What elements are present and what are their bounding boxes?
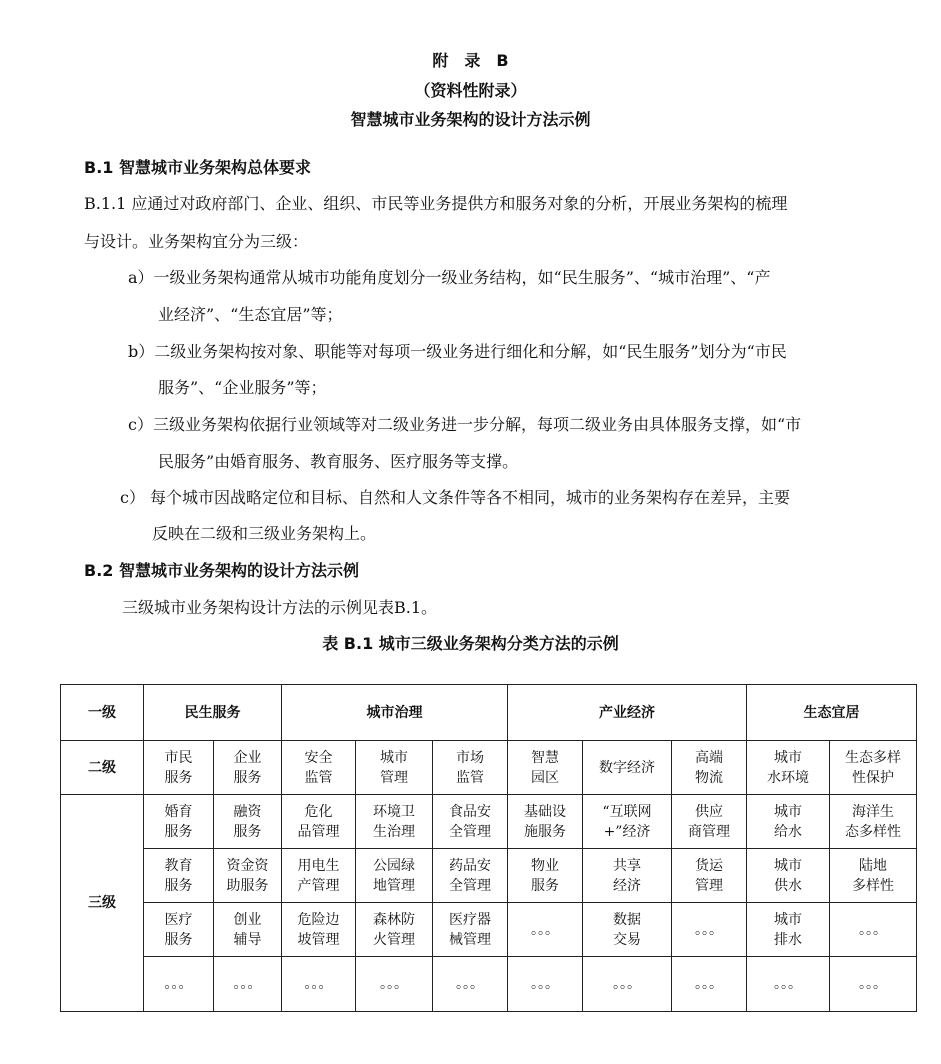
level3-cell: 基础设 施服务 bbox=[508, 795, 583, 849]
level3-cell: 。。。 bbox=[508, 957, 583, 1012]
level3-cell: 货运 管理 bbox=[672, 849, 747, 903]
list-item-c-line2: 民服务”由婚育服务、教育服务、医疗服务等支撑。 bbox=[158, 452, 519, 471]
level3-cell: 。。。 bbox=[282, 957, 356, 1012]
level3-cell: 。。。 bbox=[830, 957, 917, 1012]
section-b1-heading: B.1 智慧城市业务架构总体要求 bbox=[84, 158, 311, 177]
level3-cell: 海洋生 态多样性 bbox=[830, 795, 917, 849]
row-label-level1: 一级 bbox=[61, 685, 144, 741]
level3-cell: 森林防 火管理 bbox=[356, 903, 433, 957]
level3-cell: 供应 商管理 bbox=[672, 795, 747, 849]
level3-cell: 。。。 bbox=[583, 957, 672, 1012]
level3-cell: 。。。 bbox=[214, 957, 282, 1012]
table-row-level3 bbox=[61, 795, 917, 849]
level3-cell: 城市 供水 bbox=[747, 849, 830, 903]
level3-cell: 。。。 bbox=[433, 957, 508, 1012]
level3-cell: 。。。 bbox=[508, 903, 583, 957]
level3-cell: 教育 服务 bbox=[144, 849, 214, 903]
level1-cell: 生态宜居 bbox=[747, 685, 917, 741]
level2-cell: 市民 服务 bbox=[144, 741, 214, 795]
list-item-c2-line2: 反映在二级和三级业务架构上。 bbox=[152, 524, 377, 543]
table-row-level3 bbox=[61, 957, 917, 1012]
level3-cell: 。。。 bbox=[144, 957, 214, 1012]
appendix-title: 智慧城市业务架构的设计方法示例 bbox=[350, 110, 591, 129]
level3-cell: 婚育 服务 bbox=[144, 795, 214, 849]
level3-cell: 医疗器 械管理 bbox=[433, 903, 508, 957]
level3-cell: 陆地 多样性 bbox=[830, 849, 917, 903]
list-item-c2-line1: c） 每个城市因战略定位和目标、自然和人文条件等各不相同，城市的业务架构存在差异，主要 bbox=[120, 488, 791, 507]
level3-cell: 资金资 助服务 bbox=[214, 849, 282, 903]
row-label-level2: 二级 bbox=[61, 741, 144, 795]
level3-cell: 数据 交易 bbox=[583, 903, 672, 957]
section-b2-paragraph: 三级城市业务架构设计方法的示例见表B.1。 bbox=[122, 598, 438, 617]
level3-cell: 。。。 bbox=[672, 957, 747, 1012]
level2-cell: 智慧 园区 bbox=[508, 741, 583, 795]
clause-b11-line2: 与设计。业务架构宜分为三级： bbox=[84, 232, 309, 251]
table-row-level1 bbox=[61, 685, 917, 741]
level2-cell: 市场 监管 bbox=[433, 741, 508, 795]
section-b2-heading: B.2 智慧城市业务架构的设计方法示例 bbox=[84, 561, 359, 580]
business-architecture-table bbox=[60, 684, 917, 1012]
level3-cell: 融资 服务 bbox=[214, 795, 282, 849]
level1-cell: 民生服务 bbox=[144, 685, 282, 741]
level3-cell: 。。。 bbox=[672, 903, 747, 957]
level2-cell: 安全 监管 bbox=[282, 741, 356, 795]
level2-cell: 城市 管理 bbox=[356, 741, 433, 795]
level3-cell: 危险边 坡管理 bbox=[282, 903, 356, 957]
table-row-level3 bbox=[61, 849, 917, 903]
list-item-b-line1: b）二级业务架构按对象、职能等对每项一级业务进行细化和分解，如“民生服务”划分为“市民 bbox=[128, 342, 787, 361]
level3-cell: 。。。 bbox=[747, 957, 830, 1012]
list-item-a-line1: a）一级业务架构通常从城市功能角度划分一级业务结构，如“民生服务”、“城市治理”、“产 bbox=[128, 268, 771, 287]
level3-cell: 医疗 服务 bbox=[144, 903, 214, 957]
level3-cell: 公园绿 地管理 bbox=[356, 849, 433, 903]
level1-cell: 城市治理 bbox=[282, 685, 508, 741]
clause-b11-line1: B.1.1 应通过对政府部门、企业、组织、市民等业务提供方和服务对象的分析，开展业务架构的梳理 bbox=[84, 194, 788, 213]
level2-cell: 高端 物流 bbox=[672, 741, 747, 795]
level2-cell: 企业 服务 bbox=[214, 741, 282, 795]
appendix-label: 附 录 B bbox=[432, 51, 509, 70]
row-label-level3: 三级 bbox=[61, 795, 144, 1012]
level2-cell: 生态多样 性保护 bbox=[830, 741, 917, 795]
level3-cell: 共享 经济 bbox=[583, 849, 672, 903]
level3-cell: 药品安 全管理 bbox=[433, 849, 508, 903]
level3-cell: 创业 辅导 bbox=[214, 903, 282, 957]
level3-cell: 食品安 全管理 bbox=[433, 795, 508, 849]
level3-cell: 城市 给水 bbox=[747, 795, 830, 849]
list-item-c-line1: c）三级业务架构依据行业领域等对二级业务进一步分解，每项二级业务由具体服务支撑，如“市 bbox=[128, 415, 802, 434]
table-row-level3 bbox=[61, 903, 917, 957]
appendix-nature: （资料性附录） bbox=[414, 81, 527, 100]
level2-cell: 城市 水环境 bbox=[747, 741, 830, 795]
level3-cell: 危化 品管理 bbox=[282, 795, 356, 849]
level1-cell: 产业经济 bbox=[508, 685, 747, 741]
level3-cell: “互联网 +”经济 bbox=[583, 795, 672, 849]
level3-cell: 城市 排水 bbox=[747, 903, 830, 957]
level3-cell: 环境卫 生治理 bbox=[356, 795, 433, 849]
level3-cell: 用电生 产管理 bbox=[282, 849, 356, 903]
level3-cell: 。。。 bbox=[356, 957, 433, 1012]
level3-cell: 物业 服务 bbox=[508, 849, 583, 903]
table-caption: 表 B.1 城市三级业务架构分类方法的示例 bbox=[322, 634, 619, 653]
list-item-b-line2: 服务”、“企业服务”等； bbox=[158, 378, 327, 397]
level3-cell: 。。。 bbox=[830, 903, 917, 957]
table-row-level2 bbox=[61, 741, 917, 795]
list-item-a-line2: 业经济”、“生态宜居”等； bbox=[158, 305, 343, 324]
level2-cell: 数字经济 bbox=[583, 741, 672, 795]
